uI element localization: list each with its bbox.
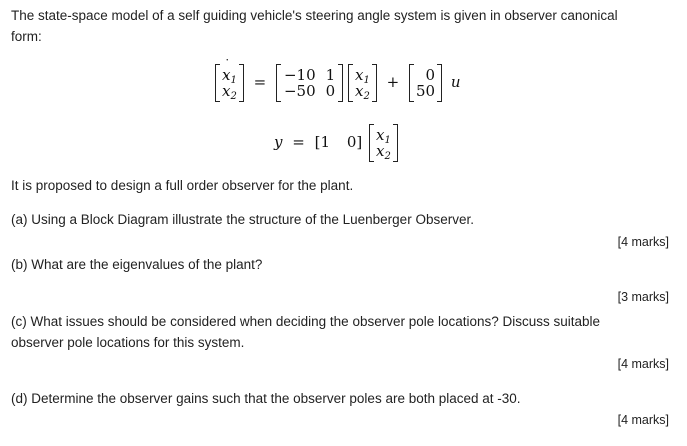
state-equation: ˙ $x_1$ ˙ $x_2$ = −10 1 −50 0 $x_1$ $x_2$ + 0 50 u: [215, 64, 461, 102]
a22: 0: [325, 82, 336, 100]
output-equation: y = [1 0] $x_1$ $x_2$: [274, 124, 398, 162]
intro-line-2: form:: [11, 29, 42, 44]
output-symbol: y: [274, 133, 283, 151]
intro-line-1: The state-space model of a self guiding vehicle's steering angle system is given in observer canonical: [11, 8, 618, 23]
matrix-c-left: [1: [314, 133, 331, 151]
proposal-text: It is proposed to design a full order observer for the plant.: [11, 178, 354, 193]
input-symbol: u: [450, 73, 461, 91]
marks-c: [4 marks]: [617, 357, 669, 371]
a11: −10: [283, 66, 316, 84]
matrix-a: [276, 64, 343, 102]
matrix-b: 0 50: [409, 64, 442, 102]
part-d-text: (d) Determine the observer gains such that the observer poles are both placed at -30.: [11, 391, 521, 406]
marks-b: [3 marks]: [617, 290, 669, 304]
output-state-vector: $x_1$ $x_2$: [369, 124, 398, 162]
matrix-c-right: 0]: [346, 133, 363, 151]
part-b-text: (b) What are the eigenvalues of the plant?: [11, 257, 263, 272]
marks-d: [4 marks]: [617, 413, 669, 427]
a21: −50: [283, 82, 316, 100]
marks-a: [4 marks]: [617, 235, 669, 249]
a12: 1: [325, 66, 336, 84]
part-c-line-1: (c) What issues should be considered when deciding the observer pole locations? Discuss suitable: [11, 314, 601, 329]
state-vector: $x_1$ $x_2$: [348, 64, 377, 102]
state-derivative-vector: ˙ $x_1$ ˙ $x_2$: [215, 64, 244, 102]
part-c-line-2: observer pole locations for this system.: [11, 335, 245, 350]
part-a-text: (a) Using a Block Diagram illustrate the structure of the Luenberger Observer.: [11, 212, 474, 227]
